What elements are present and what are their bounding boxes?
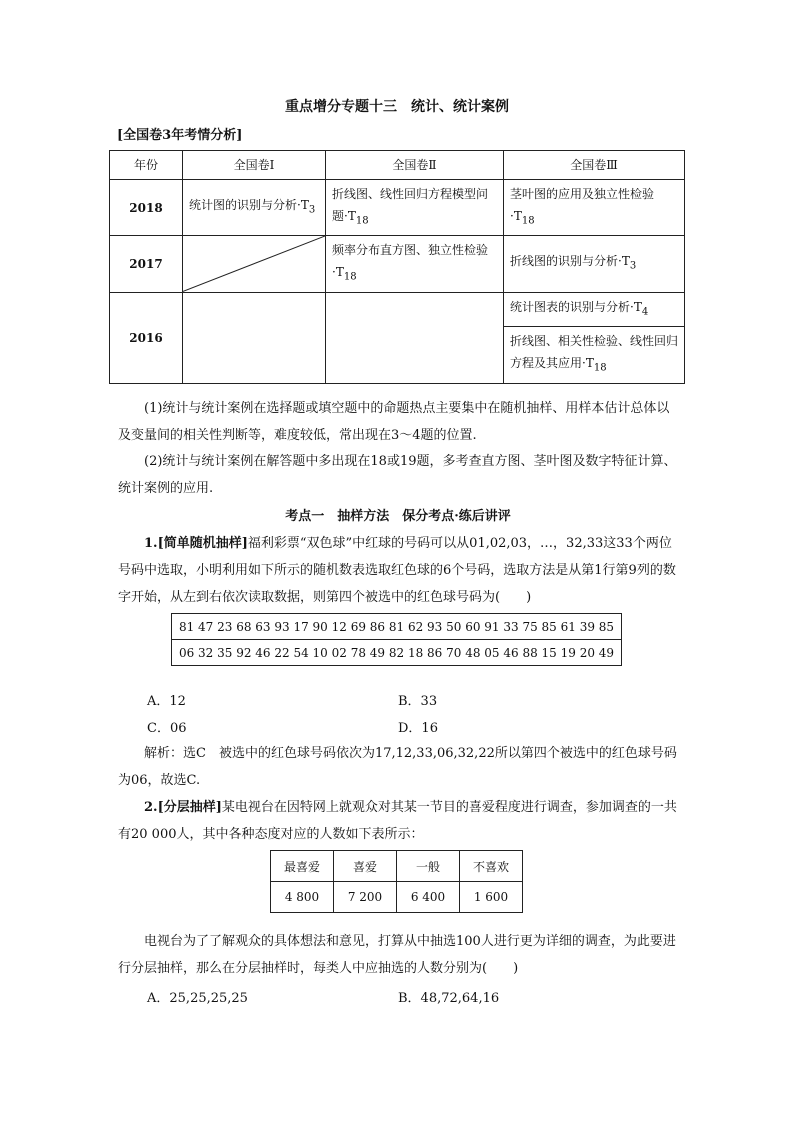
option-a: A．12	[147, 694, 186, 709]
table-row	[271, 851, 523, 882]
header-paper-3: 全国卷Ⅲ	[504, 151, 685, 180]
table-row	[110, 292, 685, 326]
table-row	[110, 180, 685, 236]
topic-cell	[326, 292, 504, 383]
analysis-subtitle: [全国卷3年考情分析]	[117, 128, 243, 143]
solution-1: 解析：选C 被选中的红色球号码依次为17,12,33,06,32,22所以第四个被选中的红色球号码为06，故选C.	[118, 746, 677, 788]
header-paper-2: 全国卷Ⅱ	[326, 151, 504, 180]
attitude-value: 4 800	[271, 882, 334, 913]
question-1-text: 福利彩票“双色球”中红球的号码可以从01,02,03，…，32,33这33个两位号码中选取，小明利用如下所示的随机数表选取红色球的6个号码，选取方法是从第1行第9列的数字开始，从左到右依次读取数据，则第四个被选中的红色球号码为( )	[118, 536, 676, 605]
topic-cell: 折线图、相关性检验、线性回归方程及其应用$\cdot T_{18}$	[504, 327, 685, 383]
random-row: 06 32 35 92 46 22 54 10 02 78 49 82 18 86 70 48 05 46 88 15 19 20 49	[172, 640, 622, 666]
header-year: 年份	[110, 151, 183, 180]
question-2-tag: 2.[分层抽样]	[144, 800, 222, 815]
empty-diagonal-cell	[183, 236, 326, 292]
table-row	[172, 640, 622, 666]
year-cell: 2017	[110, 236, 183, 292]
intro-paragraph-2: (2)统计与统计案例在解答题中多出现在18或19题，多考查直方图、茎叶图及数字特征计算、统计案例的应用.	[118, 454, 677, 496]
table-row	[271, 882, 523, 913]
table-row	[172, 614, 622, 640]
option-d: D．16	[398, 721, 438, 736]
topic-cell: 频率分布直方图、独立性检验$\cdot T_{18}$	[326, 236, 504, 292]
question-1-tag: 1.[简单随机抽样]	[144, 536, 248, 551]
attitude-header: 最喜爱	[271, 851, 334, 882]
page-title: 重点增分专题十三 统计、统计案例	[285, 99, 509, 115]
header-paper-1: 全国卷Ⅰ	[183, 151, 326, 180]
option-c: C．06	[147, 721, 187, 736]
topic-cell: 统计图的识别与分析$\cdot T_3$	[183, 180, 326, 236]
attitude-value: 7 200	[334, 882, 397, 913]
topic-cell: 折线图、线性回归方程模型问题$\cdot T_{18}$	[326, 180, 504, 236]
year-cell: 2018	[110, 180, 183, 236]
option-b: B．33	[398, 694, 438, 709]
exam-analysis-table	[109, 150, 685, 384]
table-row	[110, 236, 685, 292]
intro-paragraph-1: (1)统计与统计案例在选择题或填空题中的命题热点主要集中在随机抽样、用样本估计总体以及变量间的相关性判断等，难度较低，常出现在3～4题的位置.	[118, 401, 670, 443]
attitude-header: 不喜欢	[460, 851, 523, 882]
option-a: A．25,25,25,25	[147, 991, 248, 1006]
topic-cell	[183, 292, 326, 383]
random-number-table	[171, 613, 622, 666]
option-b: B．48,72,64,16	[398, 991, 500, 1006]
question-2-continued: 电视台为了了解观众的具体想法和意见，打算从中抽选100人进行更为详细的调查，为此要进行分层抽样，那么在分层抽样时，每类人中应抽选的人数分别为( )	[118, 934, 676, 976]
question-2	[118, 794, 678, 848]
topic-cell: 统计图表的识别与分析$\cdot T_4$	[504, 292, 685, 326]
question-1	[118, 530, 678, 611]
attitude-count-table	[270, 850, 523, 913]
topic-cell: 折线图的识别与分析$\cdot T_3$	[504, 236, 685, 292]
attitude-header: 一般	[397, 851, 460, 882]
random-row: 81 47 23 68 63 93 17 90 12 69 86 81 62 93 50 60 91 33 75 85 61 39 85	[172, 614, 622, 640]
year-cell: 2016	[110, 292, 183, 383]
diagonal-line	[183, 236, 325, 291]
attitude-value: 6 400	[397, 882, 460, 913]
table-header-row	[110, 151, 685, 180]
topic-cell: 茎叶图的应用及独立性检验$\cdot T_{18}$	[504, 180, 685, 236]
section-heading: 考点一 抽样方法 保分考点·练后讲评	[285, 509, 511, 524]
question-2-text: 某电视台在因特网上就观众对其某一节目的喜爱程度进行调查，参加调查的一共有20 000人，其中各种态度对应的人数如下表所示：	[118, 800, 677, 842]
attitude-value: 1 600	[460, 882, 523, 913]
attitude-header: 喜爱	[334, 851, 397, 882]
